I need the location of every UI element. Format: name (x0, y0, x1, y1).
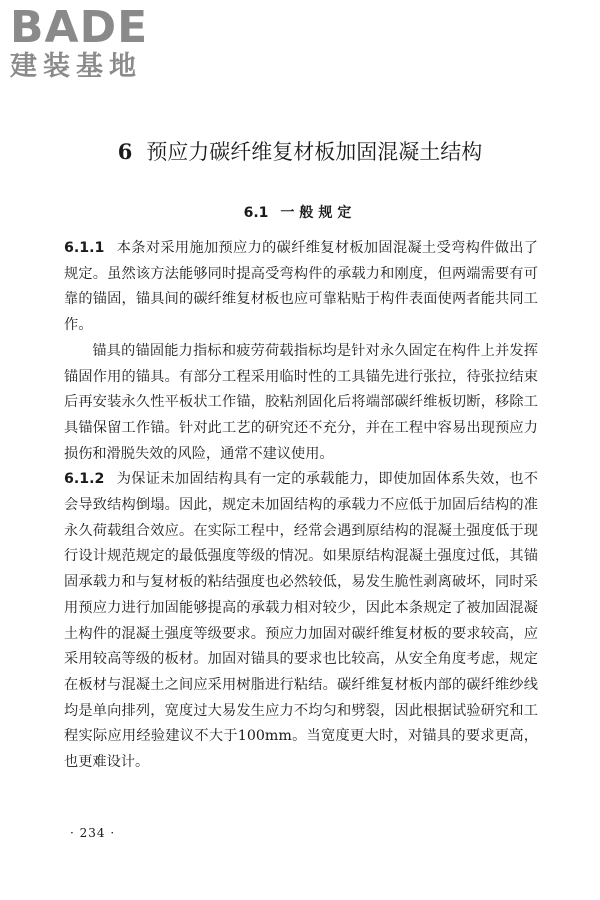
logo-wordmark: BADE (10, 2, 149, 53)
section-title (0, 203, 600, 223)
clause-number: 6.1.1 (64, 240, 105, 256)
logo-subtitle: 建装基地 (10, 51, 142, 82)
clause-text: 本条对采用施加预应力的碳纤维复材板加固混凝土受弯构件做出了规定。虽然该方法能够同时提高受弯构件的承载力和刚度，但两端需要有可靠的锚固，锚具间的碳纤维复材板也应可靠粘贴于构件表面使两者能共同工作。 (64, 240, 538, 334)
chapter-title (0, 138, 600, 166)
page-number: · 234 · (70, 826, 116, 840)
clause-paragraph: 锚具的锚固能力指标和疲劳荷载指标均是针对永久固定在构件上并发挥锚固作用的锚具。有部分工程采用临时性的工具锚先进行张拉，待张拉结束后再安装永久性平板状工作锚，胶粘剂固化后将端部碳纤维板切断，移除工具锚保留工作锚。针对此工艺的研究还不充分，并在工程中容易出现预应力损伤和滑脱失效的风险，通常不建议使用。 (64, 342, 538, 462)
clause-paragraph (64, 236, 538, 339)
bade-logo (10, 2, 175, 88)
section-number: 6.1 (243, 205, 269, 221)
chapter-number: 6 (117, 139, 133, 164)
body-text (64, 236, 538, 776)
clause-text: 为保证未加固结构具有一定的承载能力，即使加固体系失效，也不会导致结构倒塌。因此，规定未加固结构的承载力不应低于加固后结构的准永久荷载组合效应。在实际工程中，经常会遇到原结构的混凝土强度低于现行设计规范规定的最低强度等级的情况。如果原结构混凝土强度过低，其锚固承载力和与复材板的粘结强度也必然较低，易发生脆性剥离破坏，同时采用预应力进行加固能够提高的承载力相对较少，因此本条规定了被加固混凝土构件的混凝土强度等级要求。预应力加固对碳纤维复材板的要求较高，应采用较高等级的板材。加固对锚具的要求也比较高，从安全角度考虑，规定在板材与混凝土之间应采用树脂进行粘结。碳纤维复材板内部的碳纤维纱线均是单向排列，宽度过大易发生应力不均匀和劈裂，因此根据试验研究和工程实际应用经验建议不大于100mm。当宽度更大时，对锚具的要求更高，也更难设计。 (64, 471, 538, 771)
chapter-title-text: 预应力碳纤维复材板加固混凝土结构 (146, 140, 483, 164)
clause-number: 6.1.2 (64, 471, 105, 488)
section-title-text: 一般规定 (280, 205, 357, 221)
clause-paragraph (64, 467, 538, 775)
